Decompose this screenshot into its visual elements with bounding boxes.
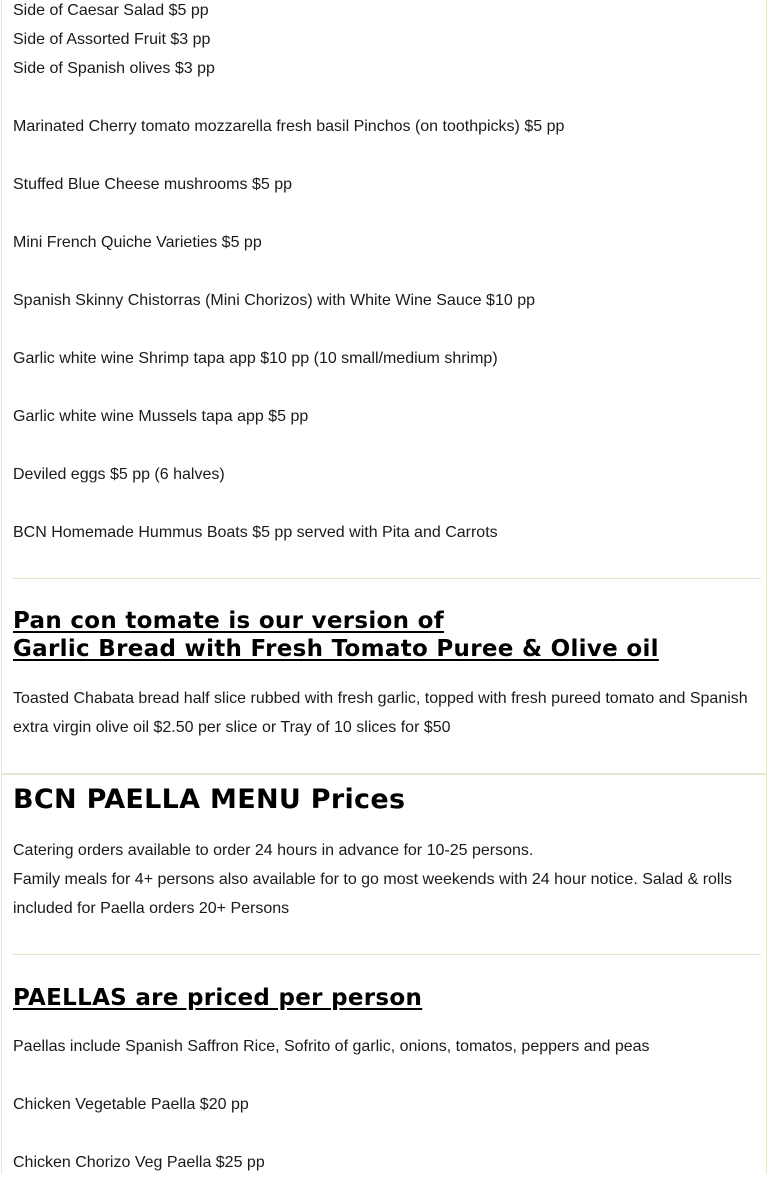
pan-con-tomate-heading-line2: Garlic Bread with Fresh Tomato Puree & Olive oil <box>13 636 659 662</box>
menu-item: Garlic white wine Shrimp tapa app $10 pp (10 small/medium shrimp) <box>13 350 498 367</box>
section-divider <box>13 954 761 955</box>
paellas-includes: Paellas include Spanish Saffron Rice, Sofrito of garlic, onions, tomatos, peppers and peas <box>13 1038 650 1055</box>
section-divider <box>13 578 761 579</box>
catering-note: Catering orders available to order 24 hours in advance for 10-25 persons. <box>13 842 534 859</box>
menu-item: Chicken Vegetable Paella $20 pp <box>13 1096 249 1113</box>
appetizers-card <box>1 0 767 774</box>
paellas-heading: PAELLAS are priced per person <box>13 985 423 1011</box>
pan-con-tomate-description: Toasted Chabata bread half slice rubbed with fresh garlic, topped with fresh pureed tomato and Spanish extra virgin olive oil $2.50 per slice or Tray of 10 slices for $50 <box>13 690 748 736</box>
menu-item: Chicken Chorizo Veg Paella $25 pp <box>13 1154 265 1171</box>
menu-item: Side of Spanish olives $3 pp <box>13 60 215 77</box>
paella-card <box>1 774 767 1174</box>
menu-item: Spanish Skinny Chistorras (Mini Chorizos) with White Wine Sauce $10 pp <box>13 292 535 309</box>
menu-item: Garlic white wine Mussels tapa app $5 pp <box>13 408 309 425</box>
menu-item: Side of Assorted Fruit $3 pp <box>13 31 211 48</box>
menu-item: Stuffed Blue Cheese mushrooms $5 pp <box>13 176 292 193</box>
menu-item: Side of Caesar Salad $5 pp <box>13 2 209 19</box>
paella-menu-title: BCN PAELLA MENU Prices <box>13 784 406 815</box>
menu-item: Deviled eggs $5 pp (6 halves) <box>13 466 225 483</box>
menu-item: Marinated Cherry tomato mozzarella fresh basil Pinchos (on toothpicks) $5 pp <box>13 118 565 135</box>
pan-con-tomate-heading-line1: Pan con tomate is our version of <box>13 608 445 634</box>
menu-item: Mini French Quiche Varieties $5 pp <box>13 234 262 251</box>
menu-item: BCN Homemade Hummus Boats $5 pp served with Pita and Carrots <box>13 524 498 541</box>
family-meals-note: Family meals for 4+ persons also available for to go most weekends with 24 hour notice. Salad & rolls included for Paella orders 20+ Persons <box>13 871 733 917</box>
